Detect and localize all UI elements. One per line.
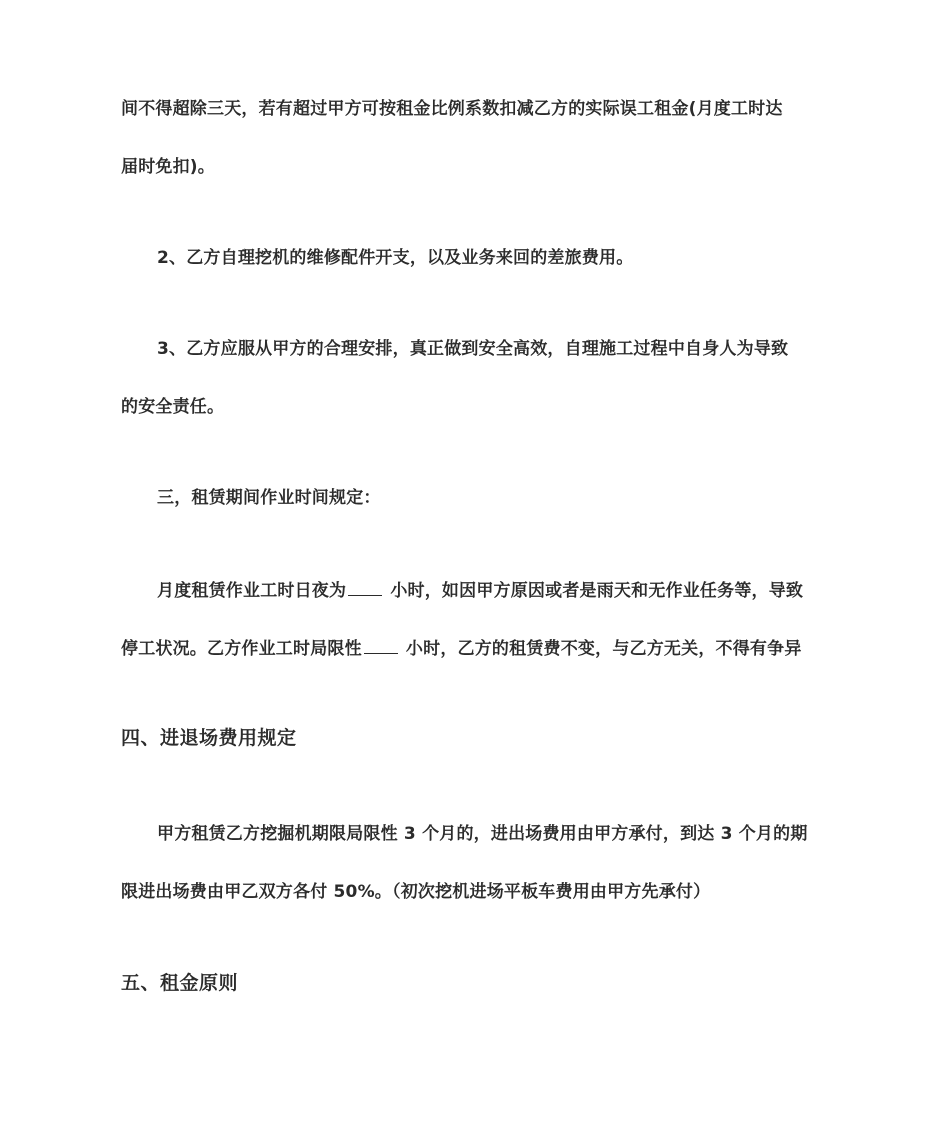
paragraph-4-line-1-text-before: 月度租赁作业工时日夜为 (157, 581, 347, 601)
paragraph-2-line-1: 2、乙方自理挖机的维修配件开支，以及业务来回的差旅费用。 (157, 248, 634, 268)
section-3-heading: 三，租赁期间作业时间规定： (157, 488, 381, 508)
paragraph-4-line-2-text-before: 停工状况。乙方作业工时局限性 (121, 639, 362, 659)
paragraph-5-line-1: 甲方租赁乙方挖掘机期限局限性 3 个月的，进出场费用由甲方承付，到达 3 个月的期 (157, 824, 808, 844)
paragraph-1-line-2: 届时免扣)。 (121, 157, 215, 177)
paragraph-5-line-2: 限进出场费由甲乙双方各付 50%。（初次挖机进场平板车费用由甲方先承付） (121, 882, 711, 902)
paragraph-4-line-1 (157, 577, 831, 603)
hours-blank-2 (364, 635, 398, 654)
section-4-heading: 四、进退场费用规定 (121, 727, 297, 749)
paragraph-3-line-1: 3、乙方应服从甲方的合理安排，真正做到安全高效，自理施工过程中自身人为导致 (157, 339, 789, 359)
paragraph-4-line-1-text-after: 小时，如因甲方原因或者是雨天和无作业任务等，导致 (384, 581, 804, 601)
paragraph-1-line-1: 间不得超除三天，若有超过甲方可按租金比例系数扣减乙方的实际误工租金(月度工时达 (121, 99, 783, 119)
hours-blank-1 (348, 577, 382, 596)
section-5-heading: 五、租金原则 (121, 972, 239, 994)
paragraph-3-line-2: 的安全责任。 (121, 397, 225, 417)
paragraph-4-line-2-text-after: 小时，乙方的租赁费不变，与乙方无关，不得有争异 (399, 639, 802, 659)
paragraph-4-line-2 (121, 635, 831, 661)
